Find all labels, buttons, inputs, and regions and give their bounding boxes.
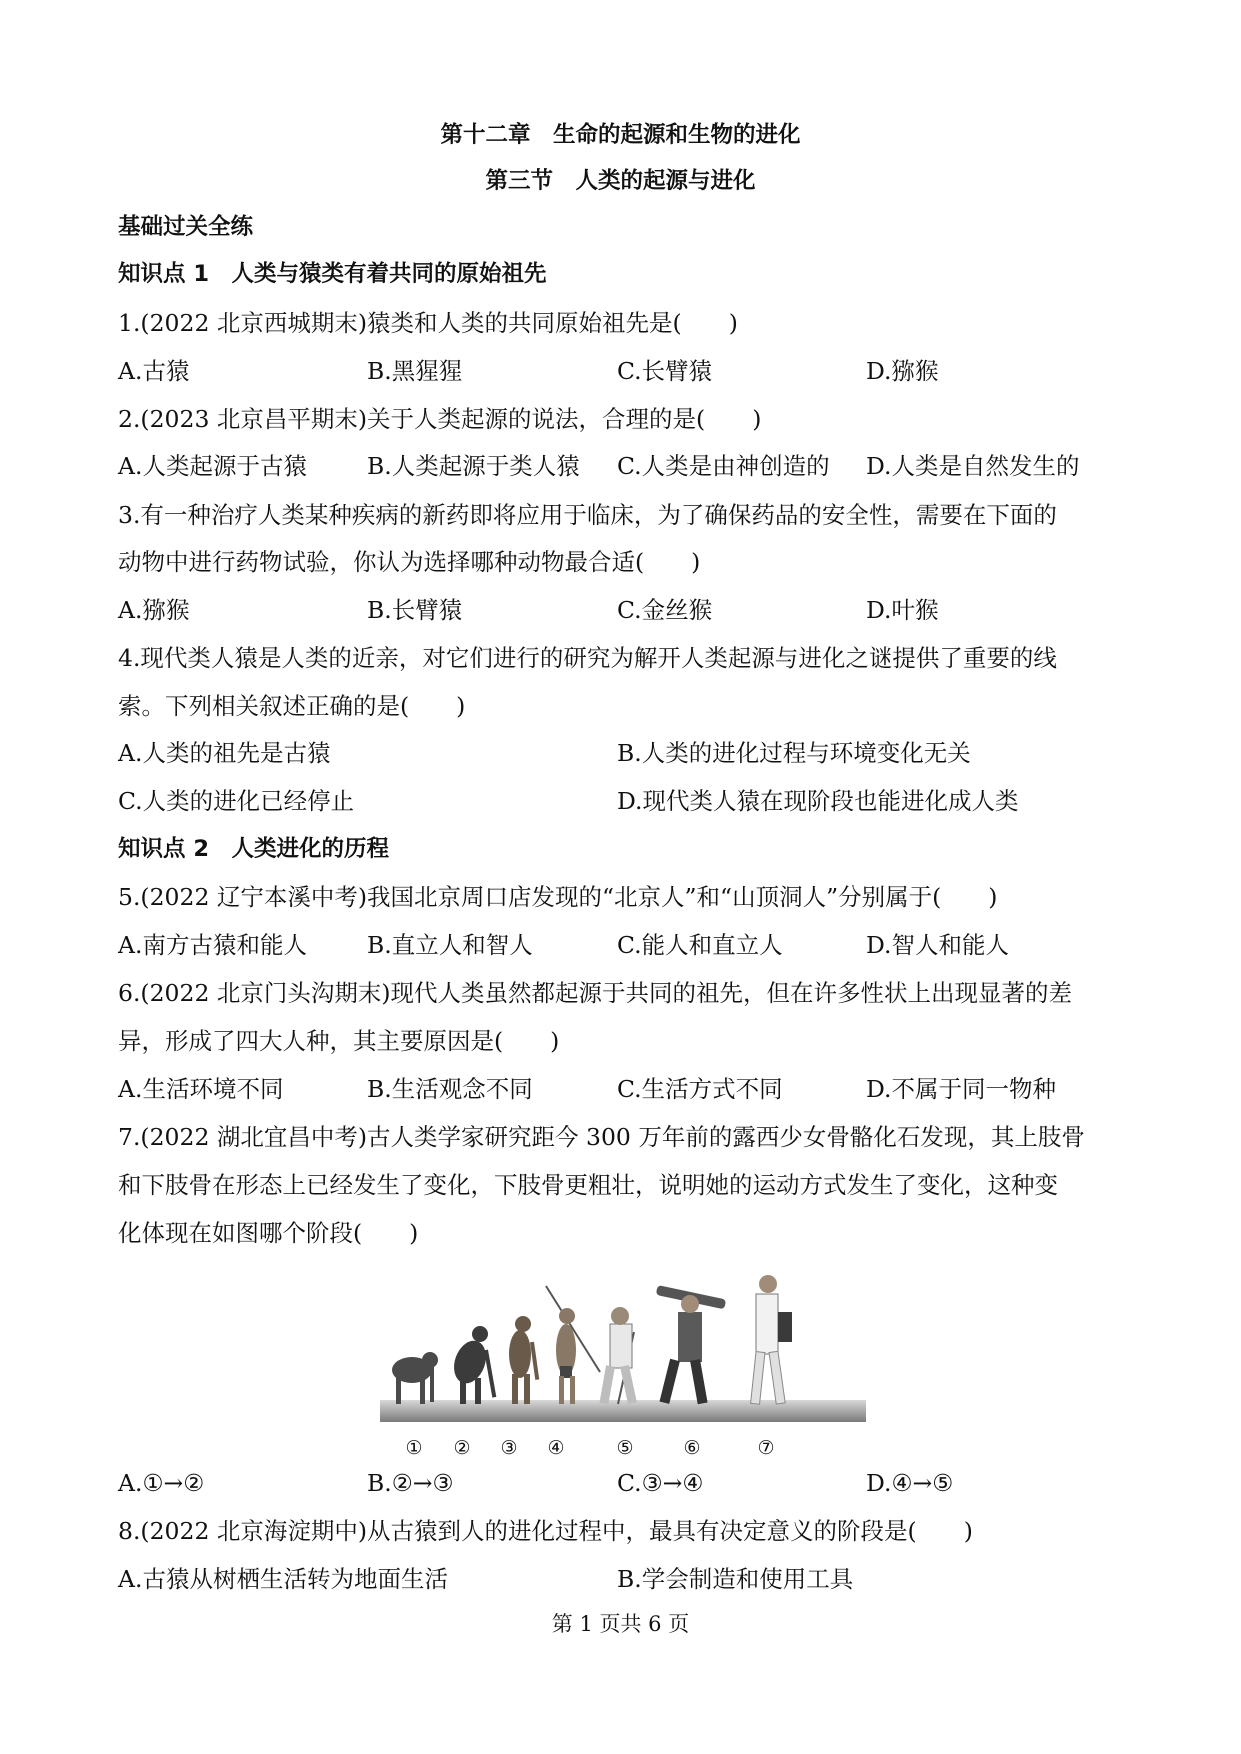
question-6-stem-line-1: 6.(2022 北京门头沟期末)现代人类虽然都起源于共同的祖先，但在许多性状上出现显著的差 (118, 979, 1073, 1007)
question-5-option-a: A.南方古猿和能人 (118, 931, 307, 959)
question-8-option-b: B.学会制造和使用工具 (617, 1565, 854, 1593)
question-4-option-c: C.人类的进化已经停止 (118, 787, 355, 815)
question-4-option-b: B.人类的进化过程与环境变化无关 (617, 739, 971, 767)
question-4-option-d: D.现代类人猿在现阶段也能进化成人类 (617, 787, 1019, 815)
question-1-option-a: A.古猿 (118, 357, 190, 385)
question-7-stem-line-3: 化体现在如图哪个阶段( ) (118, 1219, 419, 1247)
question-6-option-c: C.生活方式不同 (617, 1075, 783, 1103)
figure-stage-6-worker (656, 1285, 727, 1404)
question-1-stem: 1.(2022 北京西城期末)猿类和人类的共同原始祖先是( ) (118, 309, 738, 337)
question-6-stem-line-2: 异，形成了四大人种，其主要原因是( ) (118, 1027, 560, 1055)
question-6-option-d: D.不属于同一物种 (866, 1075, 1056, 1103)
stage-label-2: ② (453, 1437, 471, 1459)
question-5-option-c: C.能人和直立人 (617, 931, 783, 959)
question-4-option-a: A.人类的祖先是古猿 (118, 739, 331, 767)
question-5-stem: 5.(2022 辽宁本溪中考)我国北京周口店发现的“北京人”和“山顶洞人”分别属于( ) (118, 883, 998, 911)
stage-label-1: ① (405, 1437, 423, 1459)
figure-stage-7-modern-man (751, 1275, 792, 1404)
question-6-option-b: B.生活观念不同 (367, 1075, 533, 1103)
human-evolution-figure (380, 1262, 866, 1462)
question-1-option-d: D.猕猴 (866, 357, 939, 385)
figure-stage-5-walking-man (599, 1307, 636, 1404)
question-2-option-c: C.人类是由神创造的 (617, 452, 830, 480)
question-8-option-a: A.古猿从树栖生活转为地面生活 (118, 1565, 448, 1593)
evolution-illustration (380, 1262, 866, 1462)
question-2-stem: 2.(2023 北京昌平期末)关于人类起源的说法，合理的是( ) (118, 405, 762, 433)
practice-heading: 基础过关全练 (118, 214, 254, 240)
question-3-option-d: D.叶猴 (866, 596, 939, 624)
question-2-option-a: A.人类起源于古猿 (118, 452, 307, 480)
knowledge-point-2-heading: 知识点 2 人类进化的历程 (118, 836, 389, 862)
question-7-option-c: C.③→④ (617, 1469, 704, 1497)
question-3-option-a: A.猕猴 (118, 596, 190, 624)
section-title: 第三节 人类的起源与进化 (485, 168, 756, 194)
question-7-option-d: D.④→⑤ (866, 1469, 954, 1497)
question-7-stem-line-2: 和下肢骨在形态上已经发生了变化，下肢骨更粗壮，说明她的运动方式发生了变化，这种变 (118, 1171, 1058, 1199)
ground-strip (380, 1400, 866, 1422)
question-4-stem-line-1: 4.现代类人猿是人类的近亲，对它们进行的研究为解开人类起源与进化之谜提供了重要的线 (118, 644, 1057, 672)
question-3-option-b: B.长臂猿 (367, 596, 463, 624)
question-7-option-a: A.①→② (118, 1469, 205, 1497)
stage-label-6: ⑥ (683, 1437, 701, 1459)
stage-label-7: ⑦ (757, 1437, 775, 1459)
page-footer: 第 1 页共 6 页 (551, 1612, 690, 1636)
question-3-stem-line-1: 3.有一种治疗人类某种疾病的新药即将应用于临床，为了确保药品的安全性，需要在下面的 (118, 501, 1057, 529)
question-1-option-b: B.黑猩猩 (367, 357, 463, 385)
question-5-option-d: D.智人和能人 (866, 931, 1009, 959)
question-2-option-b: B.人类起源于类人猿 (367, 452, 580, 480)
figure-stage-1-monkey (392, 1352, 438, 1404)
knowledge-point-1-heading: 知识点 1 人类与猿类有着共同的原始祖先 (118, 261, 547, 287)
question-3-option-c: C.金丝猴 (617, 596, 713, 624)
stage-label-4: ④ (547, 1437, 565, 1459)
figure-stage-4-early-human (546, 1286, 600, 1404)
question-3-stem-line-2: 动物中进行药物试验，你认为选择哪种动物最合适( ) (118, 548, 701, 576)
question-7-stem-line-1: 7.(2022 湖北宜昌中考)古人类学家研究距今 300 万年前的露西少女骨骼化石发现，其上肢骨 (118, 1123, 1085, 1151)
question-2-option-d: D.人类是自然发生的 (866, 452, 1080, 480)
question-7-option-b: B.②→③ (367, 1469, 454, 1497)
stage-label-3: ③ (500, 1437, 518, 1459)
question-6-option-a: A.生活环境不同 (118, 1075, 284, 1103)
figure-stage-2-ape (448, 1326, 496, 1404)
stage-label-5: ⑤ (616, 1437, 634, 1459)
question-5-option-b: B.直立人和智人 (367, 931, 533, 959)
question-1-option-c: C.长臂猿 (617, 357, 713, 385)
chapter-title: 第十二章 生命的起源和生物的进化 (440, 122, 801, 148)
figure-stage-3-hominid (509, 1316, 539, 1404)
question-8-stem: 8.(2022 北京海淀期中)从古猿到人的进化过程中，最具有决定意义的阶段是( ) (118, 1517, 973, 1545)
question-4-stem-line-2: 索。下列相关叙述正确的是( ) (118, 692, 466, 720)
